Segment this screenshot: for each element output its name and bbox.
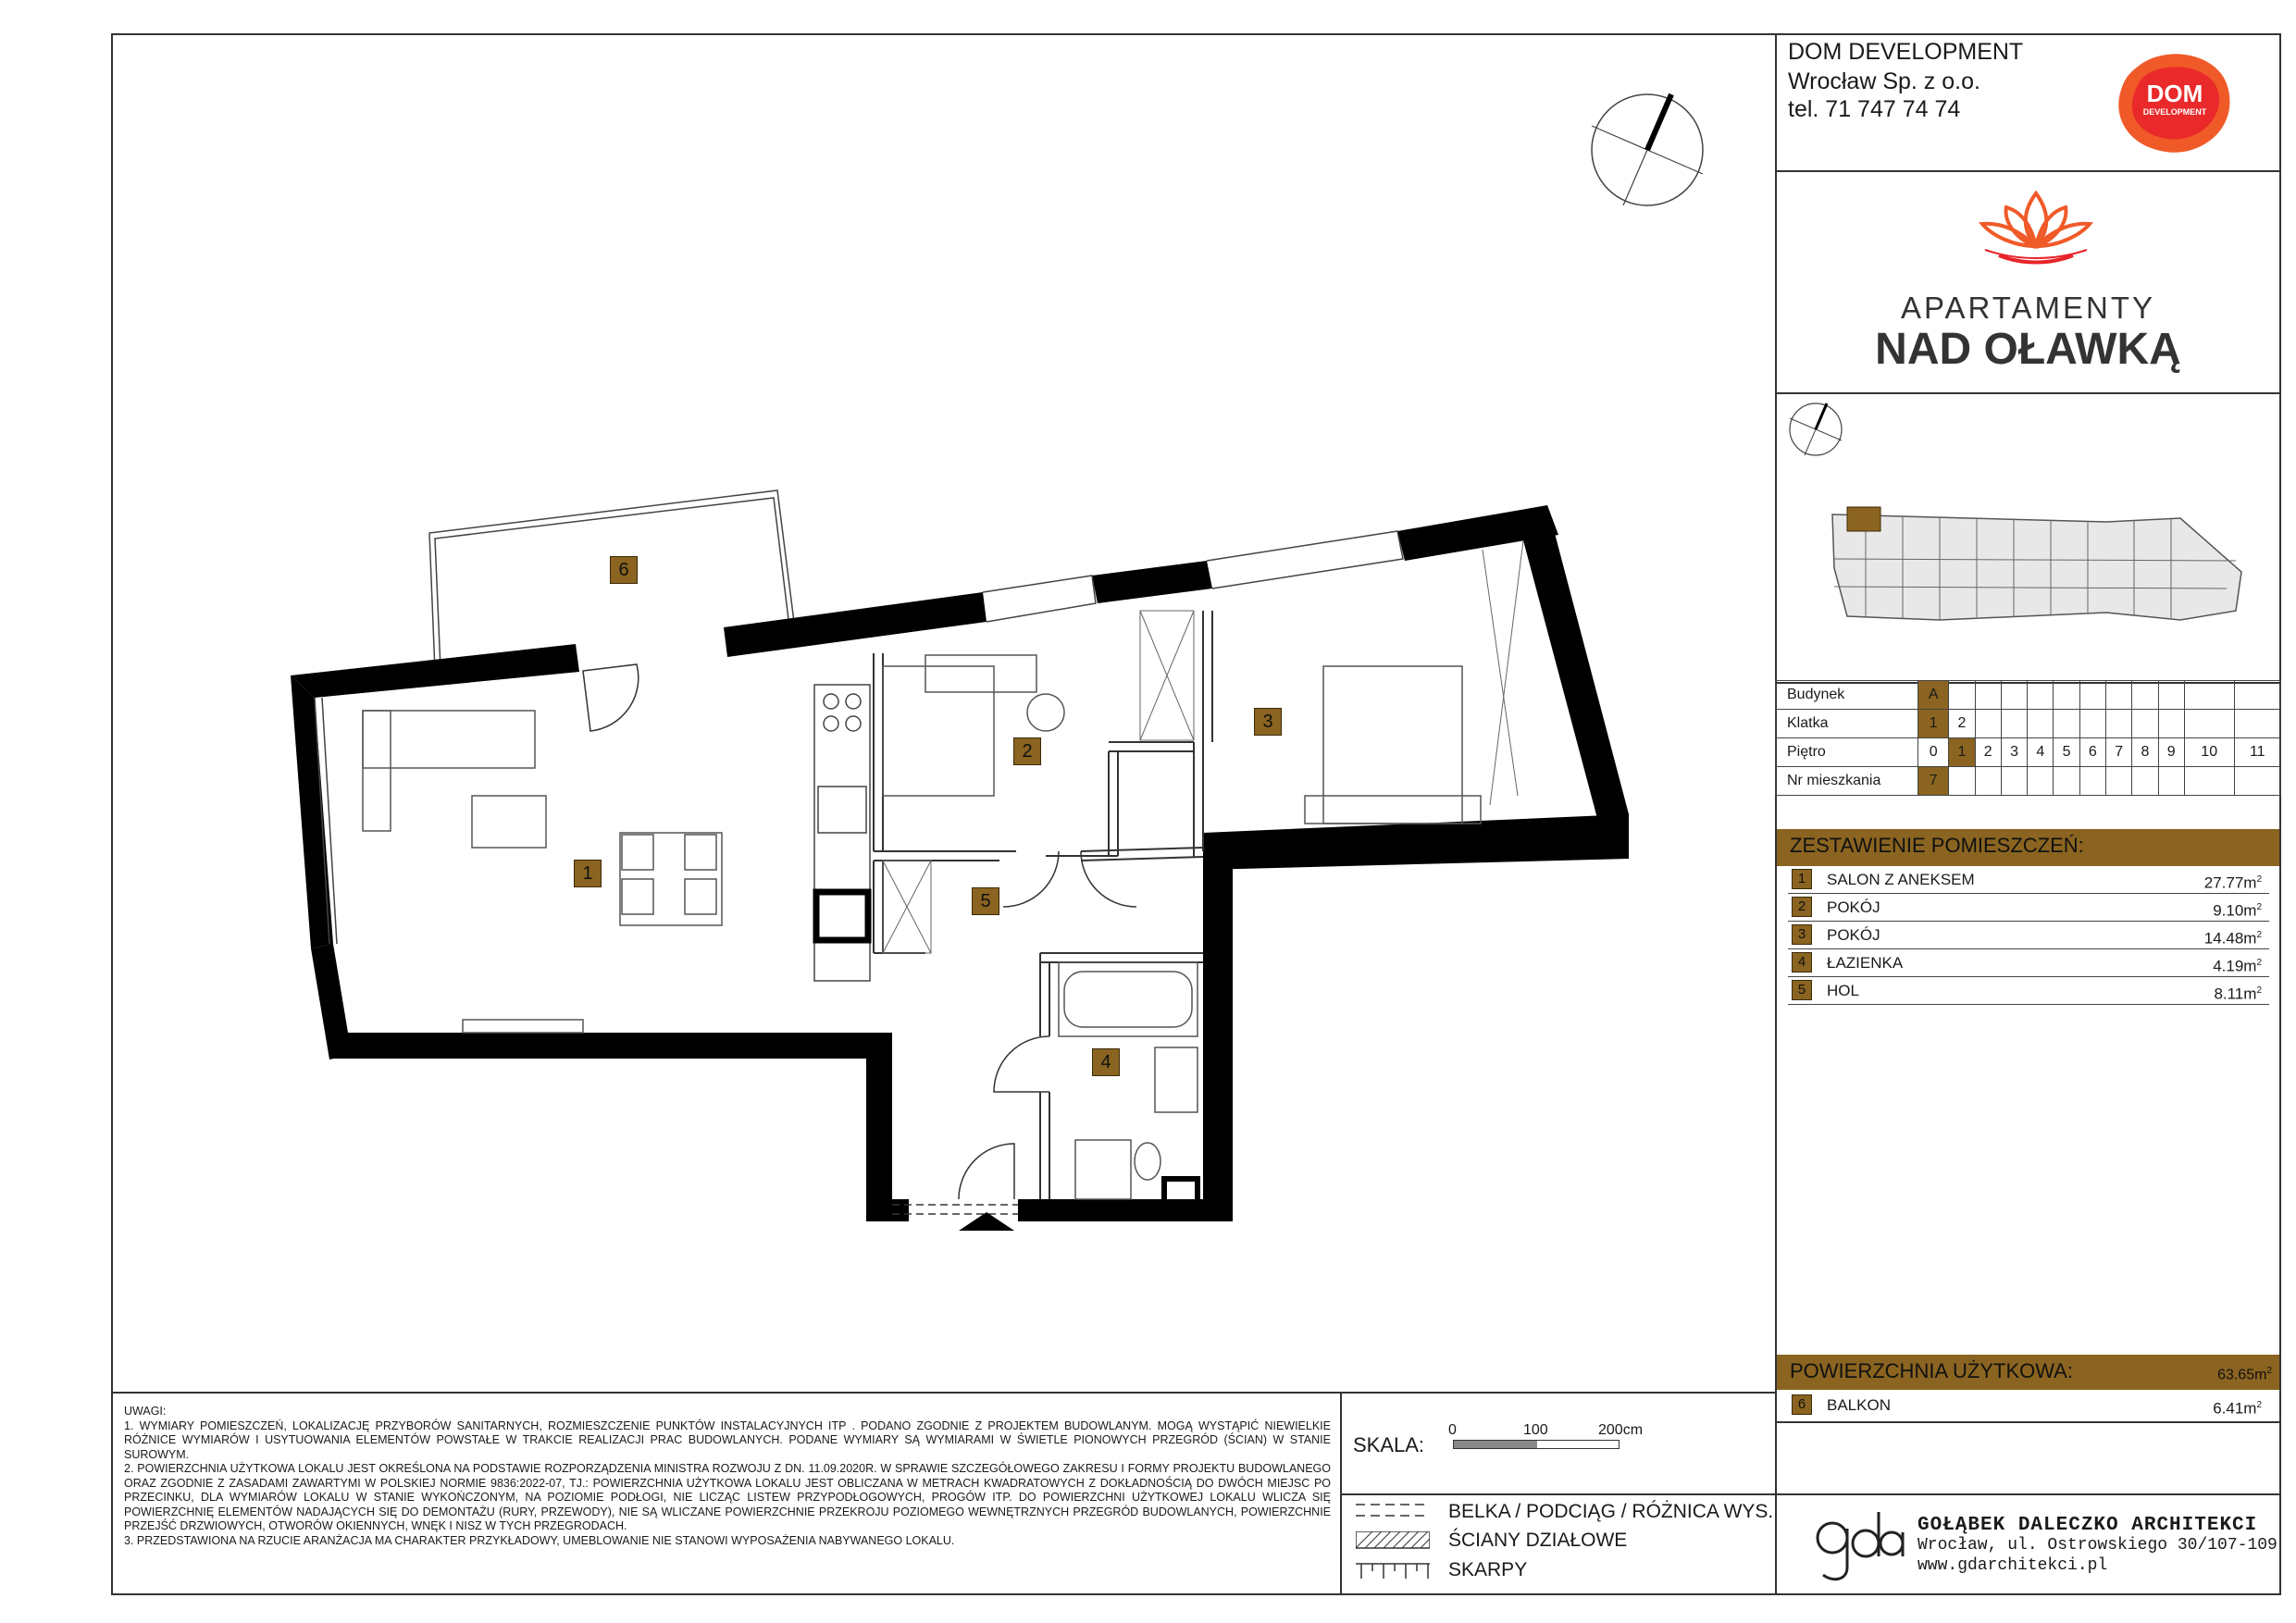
room-tag-3: 3 bbox=[1254, 708, 1282, 736]
location-table bbox=[1775, 680, 2281, 796]
room-row-5: 5 HOL $8.11m^2$ bbox=[1788, 977, 2269, 1005]
scale-bar bbox=[1453, 1440, 1620, 1449]
interior-walls bbox=[874, 611, 1212, 1199]
note-3: 3. PRZEDSTAWIONA NA RZUCIE ARANŻACJA MA CHARAKTER PRZYKŁADOWY, UMEBLOWANIE NIE STANOWI WYPOSAŻENIA NABYWANEGO LOKALU. bbox=[124, 1533, 955, 1547]
building-keyplan bbox=[1829, 494, 2243, 631]
room-tag-2: 2 bbox=[1013, 737, 1041, 765]
scale-label: SKALA: bbox=[1353, 1433, 1425, 1456]
usable-area-value: $63.65m^2$ bbox=[2217, 1366, 2272, 1383]
gda-logo bbox=[1814, 1501, 1906, 1586]
rooms-header: ZESTAWIENIE POMIESZCZEŃ: bbox=[1777, 829, 2279, 866]
architect-name: GOŁĄBEK DALECZKO ARCHITEKCI bbox=[1917, 1515, 2258, 1536]
room-row-4: 4 ŁAZIENKA $4.19m^2$ bbox=[1788, 949, 2269, 977]
scale-tick-0: 0 bbox=[1448, 1422, 1457, 1438]
scale-tick-200: 200cm bbox=[1598, 1422, 1644, 1438]
note-1: 1. WYMIARY POMIESZCZEŃ, LOKALIZACJĘ PRZYBORÓW SANITARNYCH, ROZMIESZCZENIE PUNKTÓW INSTALACYJNYCH ITP . PODANO ZGODNIE Z PROJEKTEM BUDOWLANYM. MOGĄ WYSTĄPIĆ NIEWIELKIE RÓŻNICE WYMIARÓW I USYTUOWANIA ELEMENTÓW POWSTAŁE W TRAKCIE REALIZACJI PRAC BUDOWLANYCH. PODANE WYMIARY SĄ WYMIARAMI W ŚWIETLE PIONOWYCH PRZEGRÓD (ŚCIAN) W STANIE SUROWYM. bbox=[124, 1419, 1331, 1461]
legend-text-3: SKARPY bbox=[1448, 1559, 1528, 1580]
row-klatka: Klatka 1 2 bbox=[1776, 710, 2281, 738]
exterior-walls bbox=[291, 505, 1629, 1221]
dom-logo-text: DOM bbox=[2146, 80, 2203, 107]
usable-area-band bbox=[1777, 1355, 2279, 1390]
dom-development-logo bbox=[2110, 48, 2240, 159]
divider-notes bbox=[111, 1392, 1777, 1394]
dom-logo-sub: DEVELOPMENT bbox=[2142, 107, 2207, 117]
kitchen bbox=[814, 685, 870, 981]
label-budynek: Budynek bbox=[1776, 681, 1918, 710]
room-tag-1: 1 bbox=[574, 860, 602, 887]
architect-address: Wrocław, ul. Ostrowskiego 30/107-109 bbox=[1917, 1536, 2277, 1555]
room-tag-4: 4 bbox=[1092, 1048, 1120, 1076]
divider-logo bbox=[1775, 170, 2281, 172]
scale-tick-100: 100 bbox=[1523, 1422, 1548, 1438]
floor-plan bbox=[278, 481, 1647, 1240]
divider-legend bbox=[1340, 1493, 1775, 1495]
lotus-logo-icon bbox=[1971, 189, 2101, 272]
row-budynek: Budynek A bbox=[1776, 681, 2281, 710]
divider-balcony bbox=[1775, 1421, 2281, 1423]
north-arrow-icon bbox=[1590, 93, 1705, 207]
slope-icon bbox=[1356, 1562, 1430, 1580]
entrance-arrow-icon bbox=[959, 1212, 1014, 1231]
project-line2: NAD OŁAWKĄ bbox=[1875, 325, 2181, 374]
developer-phone: tel. 71 747 74 74 bbox=[1788, 96, 1961, 122]
usable-area-label: POWIERZCHNIA UŻYTKOWA: bbox=[1790, 1359, 2073, 1382]
note-2: 2. POWIERZCHNIA UŻYTKOWA LOKALU JEST OKREŚLONA NA PODSTAWIE ROZPORZĄDZENIA MINISTRA ROZWOJU Z DN. 11.09.2020R. W SPRAWIE SZCZEGÓŁOWEGO ZAKRESU I FORMY PROJEKTU BUDOWLANEGO ORAZ ZGODNIE Z ZASADAMI ZAWARTYMI W POLSKIEJ NORMIE 9836:2022-07, TJ.: POWIERZCHNIA UŻYTKOWA LOKALU JEST OBLICZANA W METRACH KWADRATOWYCH Z DOKŁADNOŚCIĄ DO DWÓCH MIEJSC PO PRZECINKU, DLA WYMIARÓW LOKALU W STANIE WYKOŃCZONYM, NA POZIOMIE PODŁOGI, NIE LICZĄC LISTEW PRZYPODŁOGOWYCH, PROGÓW ITP. DO POWIERZCHNI UŻYTKOWEJ LOKALU WLICZA SIĘ POWIERZCHNIĘ ELEMENTÓW NADAJĄCYCH SIĘ DO DEMONTAŻU (RURY, PRZEWODY), NIE SĄ WLICZANE POWIERZCHNIE PRZEKROJU POZIOMEGO WEWNĘTRZNYCH PRZEGRÓD BUDOWLANYCH, POWIERZCHNIE PRZEJŚĆ DRZWIOWYCH, OTWORÓW OKIENNYCH, WNĘK I NISZ W TYCH PRZEGRODACH. bbox=[124, 1462, 1331, 1532]
notes-title: UWAGI: bbox=[124, 1405, 167, 1418]
room-row-1: 1 SALON Z ANEKSEM $27.77m^2$ bbox=[1788, 866, 2269, 894]
row-pietro: Piętro 0 1 2 3 4 5 6 7 8 9 10 11 bbox=[1776, 738, 2281, 767]
label-nr-mieszkania: Nr mieszkania bbox=[1776, 767, 1918, 796]
divider-project bbox=[1775, 392, 2281, 394]
windows bbox=[315, 531, 1403, 944]
balcony-row: 6 BALKON $6.41m^2$ bbox=[1788, 1392, 2269, 1419]
room-row-3: 3 POKÓJ $14.48m^2$ bbox=[1788, 922, 2269, 949]
developer-company: Wrocław Sp. z o.o. bbox=[1788, 68, 1980, 94]
row-nr-mieszkania: Nr mieszkania 7 bbox=[1776, 767, 2281, 796]
developer-name: DOM DEVELOPMENT bbox=[1788, 39, 2024, 65]
project-line1: APARTAMENTY bbox=[1900, 291, 2156, 325]
shaft bbox=[816, 892, 868, 940]
label-klatka: Klatka bbox=[1776, 710, 1918, 738]
architect-web: www.gdarchitekci.pl bbox=[1917, 1556, 2108, 1575]
legend-text-2: ŚCIANY DZIAŁOWE bbox=[1448, 1530, 1628, 1551]
room-tag-5: 5 bbox=[972, 887, 999, 915]
room-row-2: 2 POKÓJ $9.10m^2$ bbox=[1788, 894, 2269, 922]
label-pietro: Piętro bbox=[1776, 738, 1918, 767]
divider-architect bbox=[1775, 1493, 2281, 1495]
keyplan-compass-icon bbox=[1788, 402, 1843, 457]
room-tag-6: 6 bbox=[610, 556, 638, 584]
notes-block bbox=[124, 1405, 1331, 1548]
hatched-wall-icon bbox=[1356, 1531, 1430, 1550]
legend-text-1: BELKA / PODCIĄG / RÓŻNICA WYS. bbox=[1448, 1501, 1774, 1522]
dashed-line-icon bbox=[1356, 1501, 1430, 1521]
